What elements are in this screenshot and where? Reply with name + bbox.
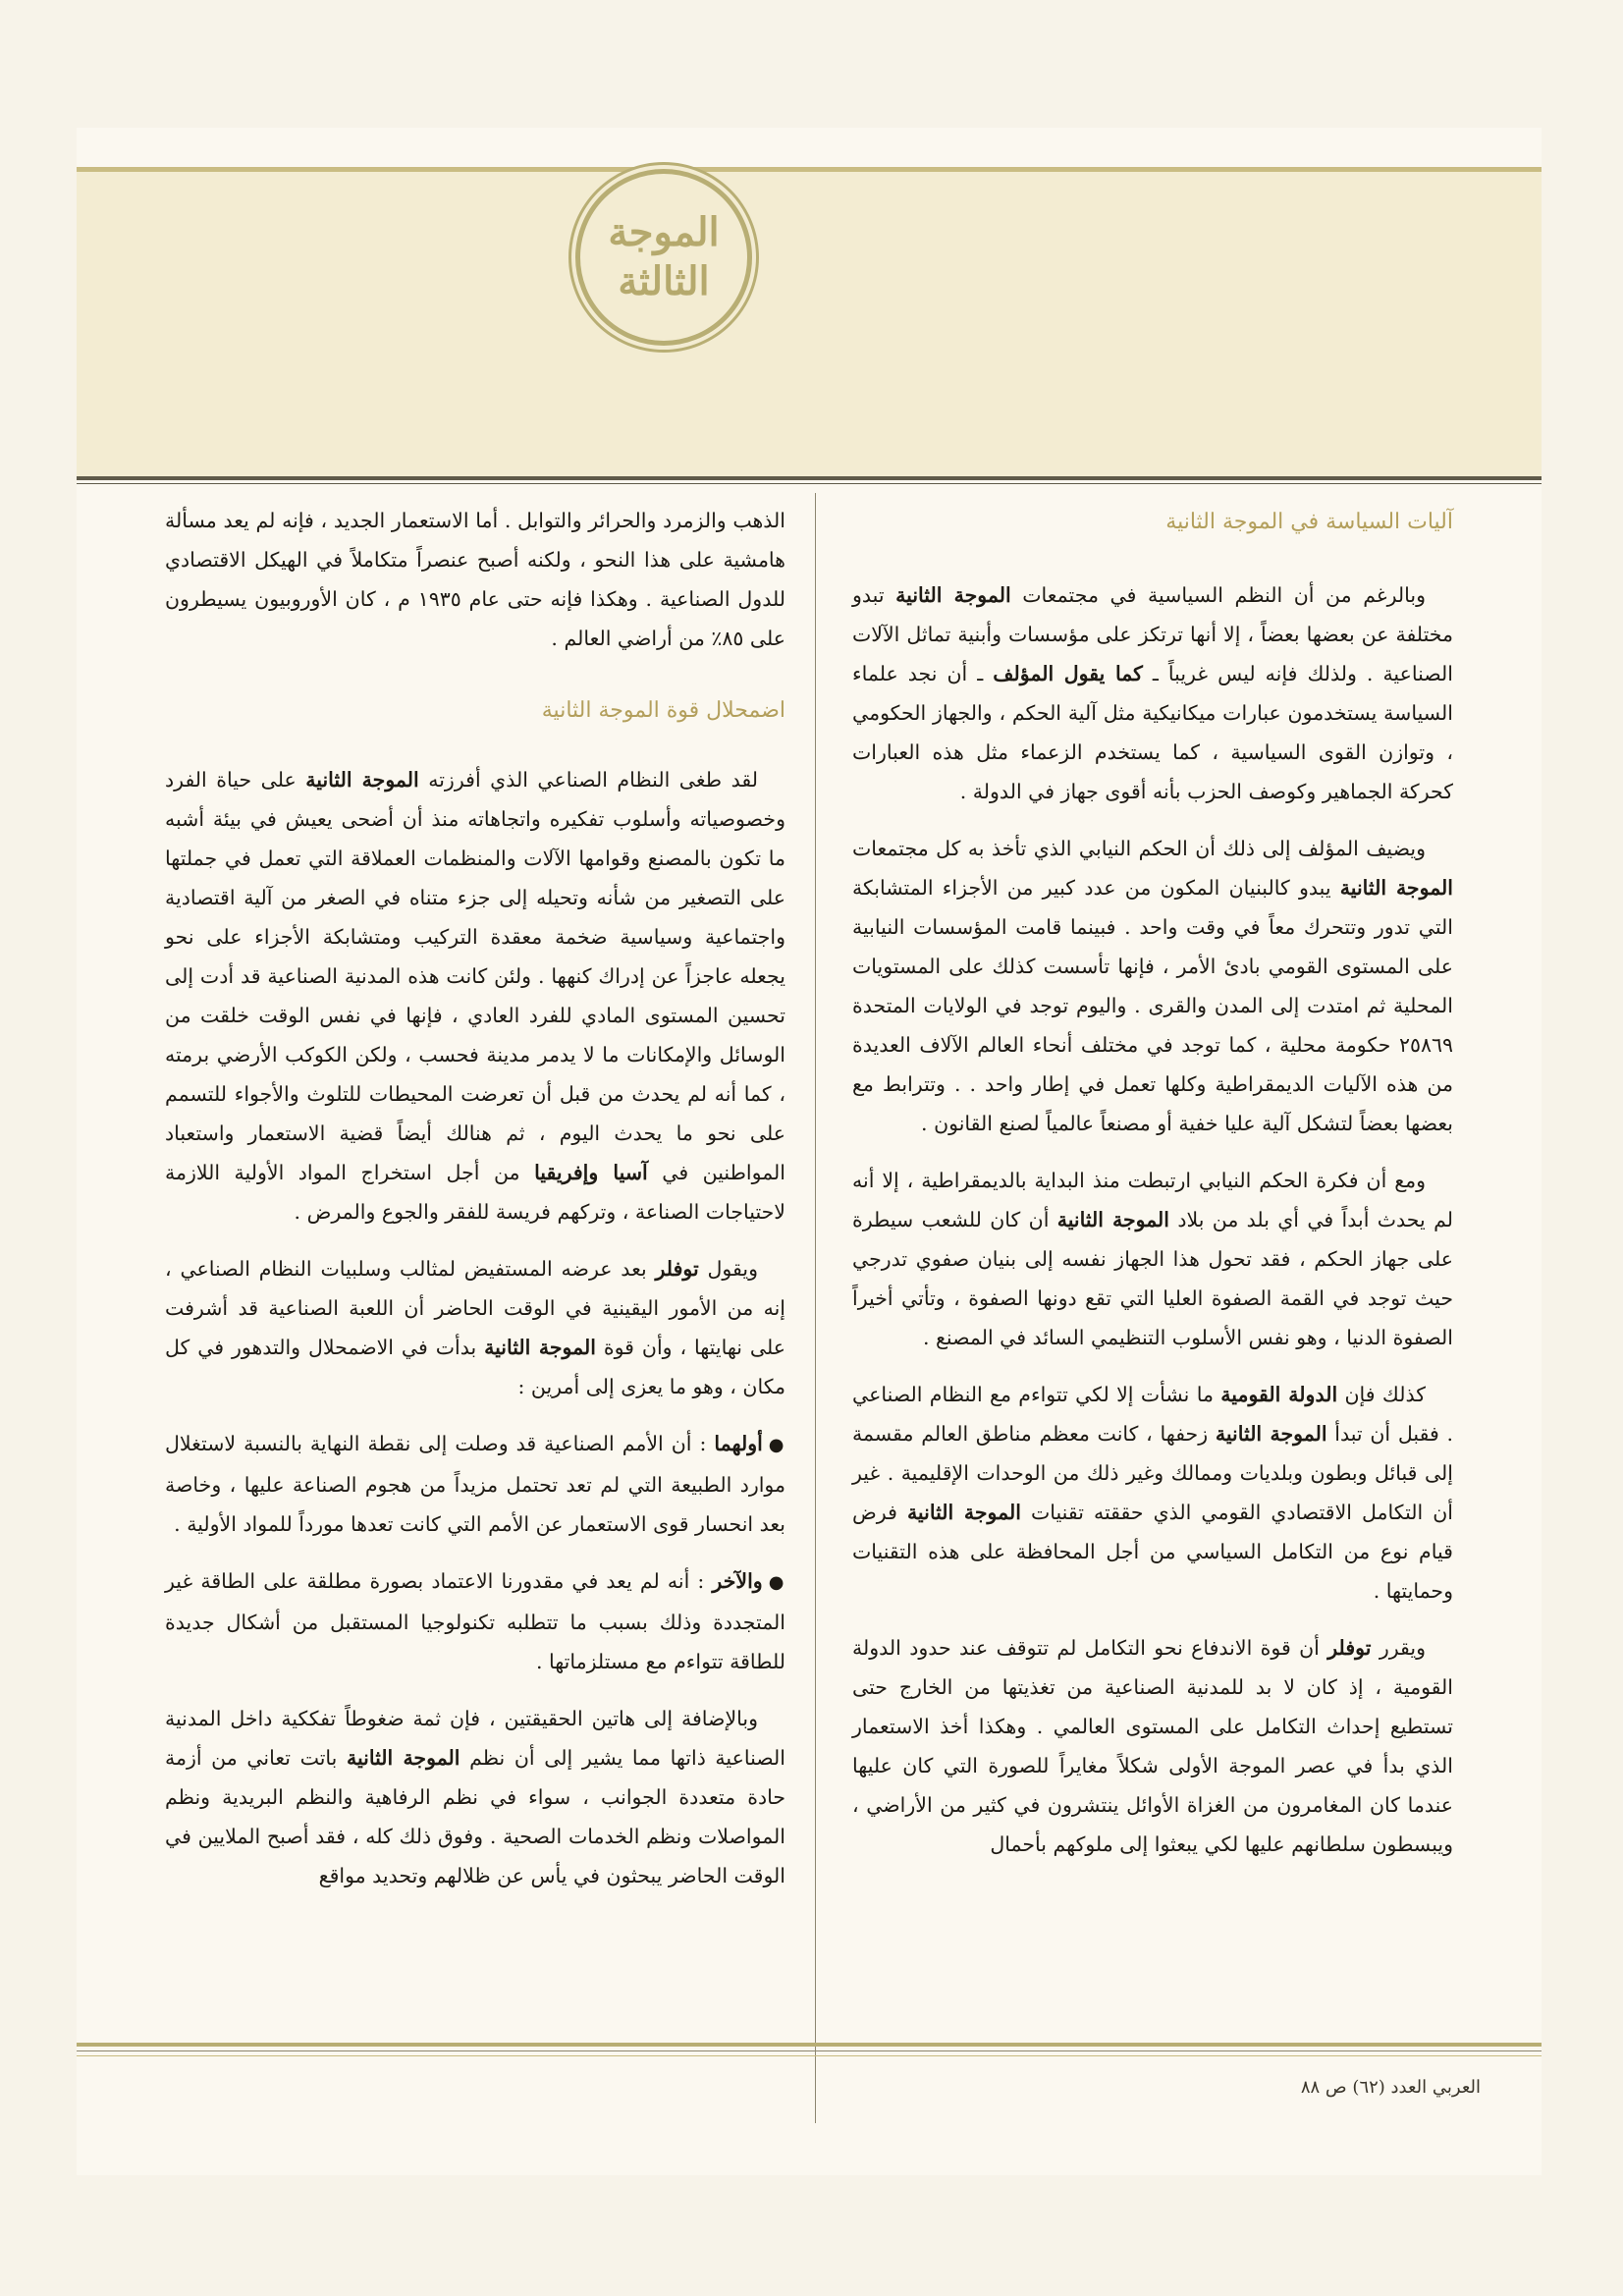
- header-rule-bottom: [77, 476, 1542, 480]
- paragraph: [852, 1628, 1453, 1864]
- bullet-text: [165, 1569, 785, 1673]
- bold-term: توفلر: [655, 1257, 699, 1281]
- header-rule-top: [77, 167, 1542, 172]
- text-run: ومع أن فكرة الحكم النيابي ارتبطت منذ البداية بالديمقراطية ، إلا أنه لم يحدث أبداً في أي بلد من بلاد: [852, 1169, 1453, 1231]
- bullet-paragraph: [165, 1424, 785, 1544]
- paragraph: [165, 501, 785, 658]
- header-band: [77, 167, 1542, 479]
- bold-term: والآخر: [712, 1569, 763, 1593]
- logo-line-1: الموجة: [608, 209, 720, 255]
- text-run: الذهب والزمرد والحرائر والتوابل . أما الاستعمار الجديد ، فإنه لم يعد مسألة هامشية على هذا النحو ، ولكنه أصبح عنصراً متكاملاً في الهيكل الاقتصادي للدول الصناعية . وهكذا فإنه حتى عام ١٩٣٥ م ، كان الأوروبيون يسيطرون على ٨٥٪ من أراضي العالم .: [165, 509, 786, 650]
- text-run: زحفها ، كانت معظم مناطق العالم مقسمة إلى قبائل وبطون وبلديات وممالك وغير ذلك من الوحدات الإقليمية . غير أن التكامل الاقتصادي القومي الذي حققته تقنيات: [852, 1422, 1453, 1524]
- bold-term: الموجة الثانية: [1215, 1422, 1327, 1446]
- paragraph: [165, 760, 785, 1231]
- section-heading-politics: آليات السياسة في الموجة الثانية: [1165, 510, 1453, 534]
- bold-term: الموجة الثانية: [906, 1501, 1021, 1524]
- text-run: ويقرر: [1371, 1636, 1427, 1660]
- paragraph: [165, 1249, 785, 1406]
- bold-term: كما يقول المؤلف: [993, 662, 1143, 685]
- text-run: وبالرغم من أن النظم السياسية في مجتمعات: [1010, 583, 1426, 607]
- column-divider: [815, 493, 816, 2123]
- text-run: ويقول: [698, 1257, 758, 1281]
- text-run: أن قوة الاندفاع نحو التكامل لم تتوقف عند حدود الدولة القومية ، إذ كان لا بد للمدنية الصناعية من تغذيتها من الخارج حتى تستطيع إحداث التكامل على المستوى العالمي . وهكذا أخذ الاستعمار الذي بدأ في عصر الموجة الأولى شكلاً مغايراً للصورة التي كان عليها عندما كان المغامرون من الغزاة الأوائل ينتشرون في كثير من الأراضي ، ويبسطون سلطانهم عليها لكي يبعثوا إلى ملوكهم بأحمال: [852, 1636, 1453, 1856]
- text-run: أن كان للشعب سيطرة على جهاز الحكم ، فقد تحول هذا الجهاز نفسه إلى بنيان صفوي تدرجي حيث توجد في القمة الصفوة العليا التي تقع دونها الصفوة ، وتأتي أخيراً الصفوة الدنيا ، وهو نفس الأسلوب التنظيمي السائد في المصنع .: [852, 1208, 1453, 1349]
- text-run: بعد عرضه المستفيض لمثالب وسلبيات النظام الصناعي ، إنه من الأمور اليقينية في الوقت الحاضر أن اللعبة الصناعية قد أشرفت على نهايتها ، وأن قوة: [165, 1257, 785, 1359]
- bold-term: الموجة الثانية: [1339, 876, 1453, 900]
- right-column: [852, 501, 1453, 1882]
- text-run: لقد طغى النظام الصناعي الذي أفرزته: [418, 768, 758, 792]
- bold-term: الموجة الثانية: [346, 1746, 460, 1770]
- text-run: فرض قيام نوع من التكامل السياسي من أجل المحافظة على هذه التقنيات وحمايتها .: [852, 1501, 1453, 1603]
- text-run: بدأت في الاضمحلال والتدهور في كل مكان ، وهو ما يعزى إلى أمرين :: [165, 1336, 785, 1398]
- bold-term: الموجة الثانية: [305, 768, 419, 792]
- paragraph: [852, 829, 1453, 1143]
- bullet-text: [165, 1432, 785, 1536]
- header-rule-bottom-thin: [77, 483, 1542, 484]
- bold-term: الموجة الثانية: [895, 583, 1011, 607]
- text-run: تبدو مختلفة عن بعضها بعضاً ، إلا أنها ترتكز على مؤسسات وأبنية تماثل الآلات الصناعية . ولذلك فإنه ليس غريباً ـ: [852, 583, 1453, 685]
- text-run: من أجل استخراج المواد الأولية اللازمة لاحتياجات الصناعة ، وتركهم فريسة للفقر والجوع والمرض .: [165, 1161, 785, 1224]
- text-run: ما نشأت إلا لكي تتواءم مع النظام الصناعي . فقبل أن تبدأ: [852, 1383, 1453, 1446]
- footer-rule-light: [77, 2055, 1542, 2056]
- text-run: يبدو كالبنيان المكون من عدد كبير من الأجزاء المتشابكة التي تدور وتتحرك معاً في وقت واحد . فبينما قامت المؤسسات النيابية على المستوى القومي بادئ الأمر ، فإنها تأسست كذلك على المستويات المحلية ثم امتدت إلى المدن والقرى . واليوم توجد في الولايات المتحدة ٢٥٨٦٩ حكومة محلية ، كما توجد في مختلف أنحاء العالم الآلاف العديدة من هذه الآليات الديمقراطية وكلها تعمل في إطار واحد . . وتترابط مع بعضها بعضاً لتشكل آلية عليا خفية أو مصنعاً عالمياً لصنع القانون .: [852, 876, 1453, 1135]
- logo-line-2: الثالثة: [618, 258, 710, 304]
- text-run: وبالإضافة إلى هاتين الحقيقتين ، فإن ثمة ضغوطاً تفككية داخل المدنية الصناعية ذاتها مما يشير إلى أن نظم: [165, 1707, 785, 1770]
- section-logo-seal: [575, 169, 752, 346]
- bullet-icon: ●: [768, 1572, 785, 1593]
- text-run: : أن الأمم الصناعية قد وصلت إلى نقطة النهاية بالنسبة لاستغلال موارد الطبيعة التي لم تعد تحتمل مزيداً من هجوم الصناعة عليها ، وخاصة بعد انحسار قوى الاستعمار عن الأمم التي كانت تعدها مورداً للمواد الأولية .: [165, 1432, 785, 1536]
- text-run: على حياة الفرد وخصوصياته وأسلوب تفكيره واتجاهاته منذ أن أضحى يعيش في بيئة أشبه ما تكون بالمصنع وقوامها الآلات والمنظمات العملاقة التي تعمل في جملتها على التصغير من شأنه وتحيله إلى جزء متناه في الصغر من آلية اقتصادية واجتماعية وسياسية ضخمة معقدة التركيب ومتشابكة الأجزاء على نحو يجعله عاجزاً عن إدراك كنهها . ولئن كانت هذه المدنية الصناعية قد أدت إلى تحسين المستوى المادي للفرد العادي ، فإنها في نفس الوقت خلقت من الوسائل والإمكانات ما لا يدمر مدينة فحسب ، ولكن الكوكب الأرضي برمته ، كما أنه لم يحدث من قبل أن تعرضت المحيطات للتلوث والأجواء للتسمم على نحو ما يحدث اليوم ، ثم هنالك أيضاً قضية الاستعمار واستعباد المواطنين في: [165, 768, 786, 1184]
- bullet-paragraph: [165, 1561, 785, 1681]
- bold-term: توفلر: [1327, 1636, 1372, 1660]
- paragraph: [852, 1375, 1453, 1611]
- paragraph: [852, 1161, 1453, 1357]
- section-heading-decline: اضمحلال قوة الموجة الثانية: [541, 698, 785, 723]
- footer-rule-thin: [77, 2050, 1542, 2051]
- paragraph: [165, 1699, 785, 1895]
- text-run: باتت تعاني من أزمة حادة متعددة الجوانب ، سواء في نظم الرفاهية والنظم البريدية ونظم المواصلات ونظم الخدمات الصحية . وفوق ذلك كله ، فقد أصبح الملايين في الوقت الحاضر يبحثون في يأس عن ظلالهم وتحديد مواقع: [165, 1746, 785, 1887]
- footer-rule-thick: [77, 2043, 1542, 2047]
- paragraph: [852, 575, 1453, 811]
- bold-term: الموجة الثانية: [1056, 1208, 1169, 1231]
- magazine-page: [77, 128, 1542, 2175]
- bold-term: الدولة القومية: [1220, 1383, 1338, 1406]
- text-run: ـ أن نجد علماء السياسة يستخدمون عبارات ميكانيكية مثل آلية الحكم ، والجهاز الحكومي ، وتوازن القوى السياسية ، كما يستخدم الزعماء مثل هذه العبارات كحركة الجماهير وكوصف الحزب بأنه أقوى جهاز في الدولة .: [852, 662, 1453, 803]
- bold-term: أولهما: [714, 1432, 763, 1455]
- text-run: كذلك فإن: [1337, 1383, 1426, 1406]
- page-footer: العربي العدد (٦٢) ص ٨٨: [1300, 2077, 1481, 2098]
- left-column: [165, 501, 785, 1913]
- bold-term: الموجة الثانية: [484, 1336, 596, 1359]
- bullet-icon: ●: [768, 1435, 785, 1455]
- text-run: ويضيف المؤلف إلى ذلك أن الحكم النيابي الذي تأخذ به كل مجتمعات: [852, 837, 1426, 860]
- text-run: : أنه لم يعد في مقدورنا الاعتماد بصورة مطلقة على الطاقة غير المتجددة وذلك بسبب ما تتطلبه تكنولوجيا المستقبل من أشكال جديدة للطاقة تتواءم مع مستلزماتها .: [165, 1569, 785, 1673]
- bold-term: آسيا وإفريقيا: [534, 1161, 648, 1184]
